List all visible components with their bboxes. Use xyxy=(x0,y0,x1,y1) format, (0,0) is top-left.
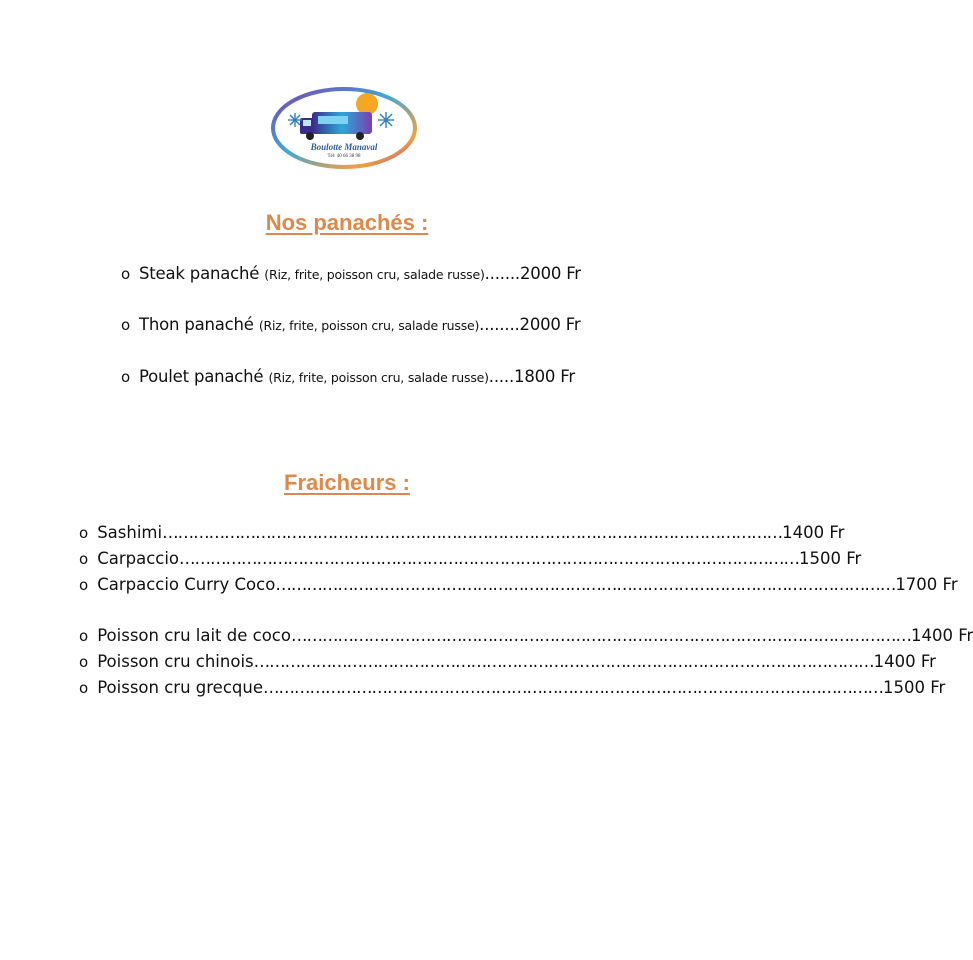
item-price: 1800 Fr xyxy=(514,367,575,386)
item-note: (Riz, frite, poisson cru, salade russe) xyxy=(268,370,489,385)
list-item xyxy=(79,626,973,645)
item-name: Poisson cru grecque xyxy=(97,678,263,697)
list-item xyxy=(121,264,581,283)
brand-logo xyxy=(270,86,418,170)
item-price: 2000 Fr xyxy=(519,264,581,283)
list-item xyxy=(121,315,580,334)
list-item xyxy=(121,367,575,386)
item-note: (Riz, frite, poisson cru, salade russe) xyxy=(258,318,480,333)
section-title-panaches: Nos panachés : xyxy=(265,210,429,235)
dot-leader: ………………………………………………………………………………………………………… xyxy=(162,523,783,542)
item-price: 1500 Fr xyxy=(799,549,862,568)
bullet-icon: o xyxy=(79,550,89,568)
bullet-icon: o xyxy=(121,265,130,283)
item-name: Thon panaché xyxy=(138,315,254,334)
dot-leader: ………………………………………………………………………………………………………… xyxy=(253,652,874,671)
logo-brand-name: Boulotte Manaval xyxy=(310,142,378,152)
item-name: Steak panaché xyxy=(138,264,260,283)
dot-leader: ………………………………………………………………………………………………………… xyxy=(290,626,911,645)
item-dots: ....... xyxy=(484,264,520,283)
item-price: 1400 Fr xyxy=(910,626,973,645)
bullet-icon: o xyxy=(79,679,89,697)
item-price: 1400 Fr xyxy=(782,523,845,542)
list-item xyxy=(79,523,845,542)
dot-leader: ………………………………………………………………………………………………………… xyxy=(262,678,883,697)
list-item xyxy=(79,549,862,568)
item-price: 1500 Fr xyxy=(882,678,946,697)
list-item xyxy=(79,575,958,594)
bullet-icon: o xyxy=(79,576,89,594)
item-price: 1400 Fr xyxy=(873,652,936,671)
dot-leader: ………………………………………………………………………………………………………… xyxy=(179,549,800,568)
item-price: 2000 Fr xyxy=(519,315,581,334)
item-dots: ........ xyxy=(479,315,520,334)
item-dots: ..... xyxy=(488,367,515,386)
bullet-icon: o xyxy=(79,524,89,542)
item-name: Carpaccio Curry Coco xyxy=(97,575,276,594)
section-title-fraicheurs: Fraicheurs : xyxy=(284,470,410,495)
item-note: (Riz, frite, poisson cru, salade russe) xyxy=(264,267,485,282)
list-item xyxy=(79,652,936,671)
bullet-icon: o xyxy=(79,627,89,645)
item-price: 1700 Fr xyxy=(895,575,958,594)
item-name: Poulet panaché xyxy=(138,367,264,386)
bullet-icon: o xyxy=(121,368,130,386)
item-name: Carpaccio xyxy=(97,549,180,568)
list-item xyxy=(79,678,946,697)
item-name: Poisson cru chinois xyxy=(97,652,254,671)
item-name: Poisson cru lait de coco xyxy=(97,626,291,645)
bullet-icon: o xyxy=(79,653,89,671)
logo-phone: Tél: 40 66 38 98 xyxy=(327,154,361,159)
dot-leader: ………………………………………………………………………………………………………… xyxy=(275,575,896,594)
item-name: Sashimi xyxy=(97,523,163,542)
bullet-icon: o xyxy=(121,316,130,334)
